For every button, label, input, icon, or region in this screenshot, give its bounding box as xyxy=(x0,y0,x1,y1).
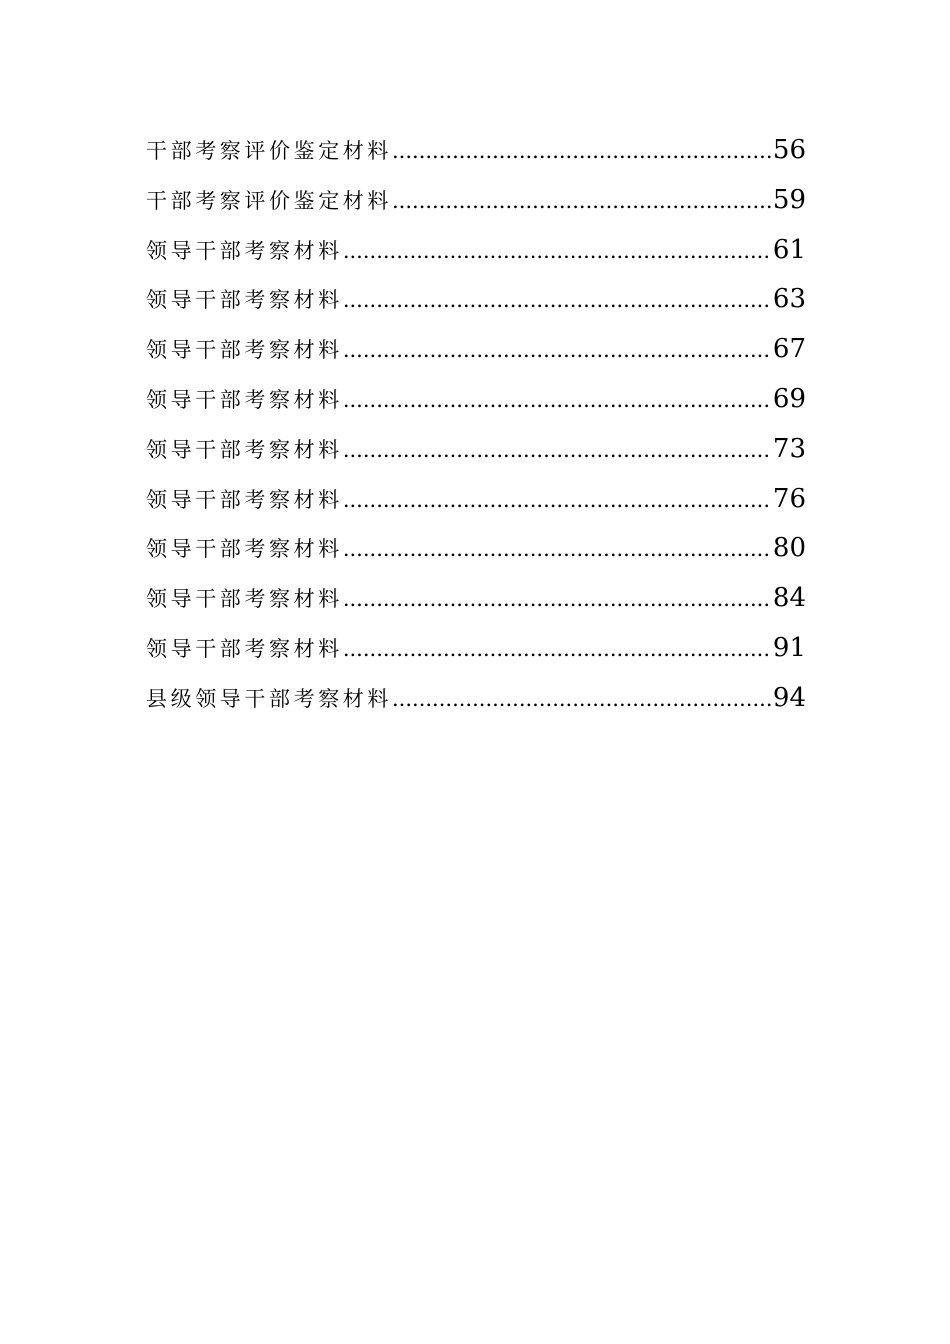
toc-dot-leader xyxy=(343,476,771,525)
toc-page-number: 80 xyxy=(772,533,806,564)
toc-page-number: 56 xyxy=(772,135,806,165)
toc-entry-title: 领导干部考察材料 xyxy=(146,636,343,661)
toc-entry-title: 领导干部考察材料 xyxy=(146,587,343,612)
toc-dot-leader xyxy=(343,376,771,425)
toc-dot-leader xyxy=(343,575,771,624)
toc-entry-title: 领导干部考察材料 xyxy=(146,288,343,313)
table-of-contents xyxy=(146,126,806,724)
toc-dot-leader xyxy=(392,127,771,176)
toc-dot-leader xyxy=(343,625,771,674)
toc-page-number: 91 xyxy=(772,632,806,663)
toc-entry-title: 领导干部考察材料 xyxy=(146,537,343,562)
toc-page-number: 61 xyxy=(772,234,806,265)
toc-entry-title: 县级领导干部考察材料 xyxy=(146,686,392,711)
toc-entry[interactable] xyxy=(146,226,806,276)
toc-entry[interactable] xyxy=(146,524,806,574)
toc-entry-title: 领导干部考察材料 xyxy=(146,387,343,412)
toc-page-number: 63 xyxy=(772,284,806,315)
toc-entry[interactable] xyxy=(146,475,806,525)
toc-page-number: 67 xyxy=(772,334,806,365)
toc-dot-leader xyxy=(392,675,771,724)
toc-page-number: 69 xyxy=(772,383,806,414)
toc-entry[interactable] xyxy=(146,375,806,425)
toc-entry[interactable] xyxy=(146,275,806,325)
toc-entry-title: 领导干部考察材料 xyxy=(146,338,343,363)
toc-entry[interactable] xyxy=(146,674,806,724)
toc-entry-title: 领导干部考察材料 xyxy=(146,487,343,512)
toc-entry[interactable] xyxy=(146,325,806,375)
toc-page-number: 59 xyxy=(772,184,806,215)
toc-page-number: 84 xyxy=(772,583,806,614)
toc-entry[interactable] xyxy=(146,624,806,674)
toc-entry-title: 领导干部考察材料 xyxy=(146,238,343,263)
toc-entry[interactable] xyxy=(146,126,806,176)
toc-entry-title: 领导干部考察材料 xyxy=(146,437,343,462)
toc-page-number: 73 xyxy=(772,433,806,464)
toc-entry-title: 干部考察评价鉴定材料 xyxy=(146,188,392,213)
toc-entry[interactable] xyxy=(146,425,806,475)
toc-dot-leader xyxy=(343,426,771,475)
toc-dot-leader xyxy=(392,177,771,226)
toc-dot-leader xyxy=(343,276,771,325)
toc-dot-leader xyxy=(343,525,771,574)
toc-dot-leader xyxy=(343,326,771,375)
toc-dot-leader xyxy=(343,227,771,276)
toc-entry[interactable] xyxy=(146,176,806,226)
toc-page-number: 94 xyxy=(772,682,806,713)
toc-page-number: 76 xyxy=(772,483,806,514)
toc-entry[interactable] xyxy=(146,574,806,624)
toc-entry-title: 干部考察评价鉴定材料 xyxy=(146,139,392,163)
